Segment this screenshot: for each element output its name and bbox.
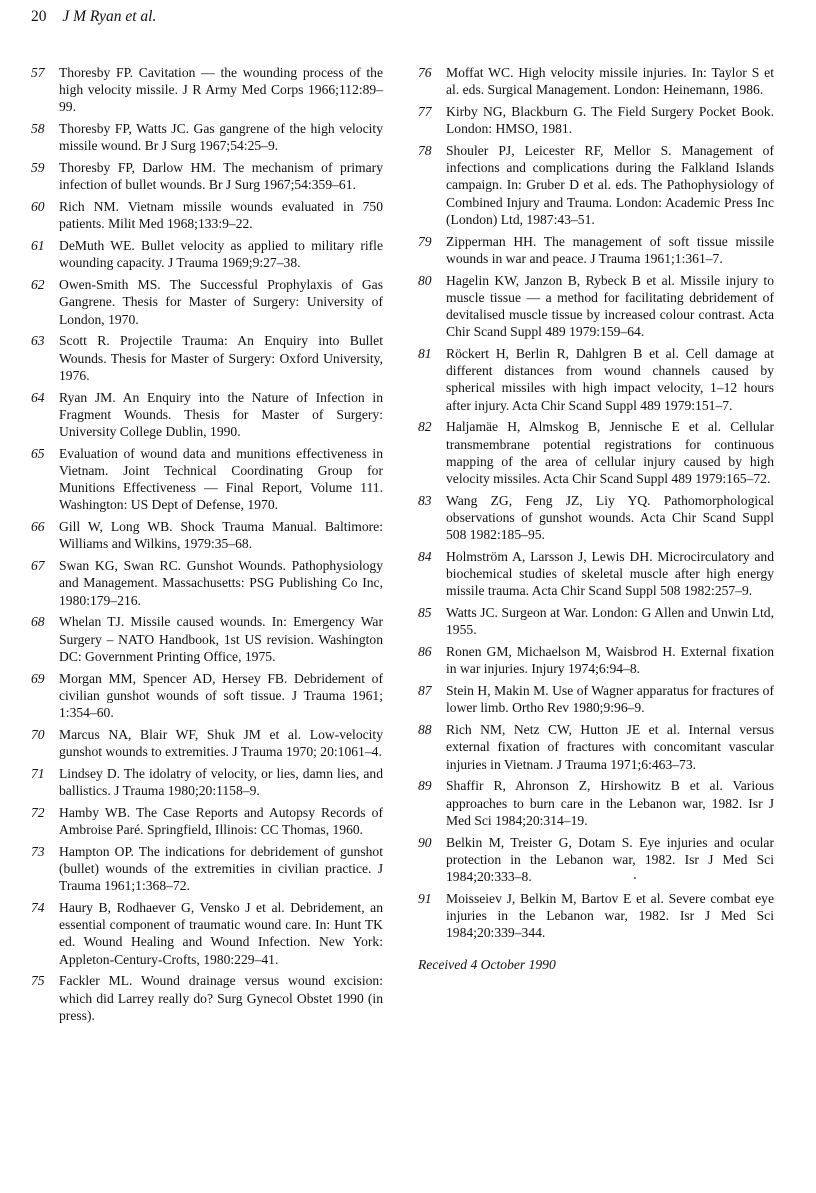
reference-text: Hagelin KW, Janzon B, Rybeck B et al. Missile injury to muscle tissue — a method for facilitating debridement of devitalised muscle tissue by increased colour contrast. Acta Chir Scand Suppl 489 1979:159–64. (446, 272, 774, 340)
reference-number: 68 (31, 614, 45, 630)
reference-number: 87 (418, 683, 432, 699)
reference-text: Hamby WB. The Case Reports and Autopsy Records of Ambroise Paré. Springfield, Illinois: CC Thomas, 1960. (59, 804, 383, 838)
reference-number: 79 (418, 233, 432, 249)
reference-text: Fackler ML. Wound drainage versus wound excision: which did Larrey really do? Surg Gynecol Obstet 1990 (in press). (59, 973, 383, 1023)
reference-text: Belkin M, Treister G, Dotam S. Eye injuries and ocular protection in the Lebanon war, 1982. Isr J Med Sci 1984;20:333–8. (446, 834, 774, 885)
reference-number: 67 (31, 558, 45, 574)
reference-number: 73 (31, 843, 45, 859)
reference-number: 70 (31, 726, 45, 742)
reference-text: Röckert H, Berlin R, Dahlgren B et al. Cell damage at different distances from wound channels caused by spherical missiles with high impact velocity, 1–12 hours after injury. Acta Chir Scand Suppl 489 1979:151–7. (446, 346, 774, 413)
reference-number: 76 (418, 65, 432, 80)
reference-item (31, 120, 383, 154)
reference-item (31, 198, 383, 232)
reference-item (418, 777, 774, 829)
reference-text: Zipperman HH. The management of soft tissue missile wounds in war and peace. J Trauma 1961;1:361–7. (446, 233, 774, 266)
reference-item (418, 103, 774, 137)
reference-item (31, 445, 383, 514)
references-left-column (31, 64, 383, 1029)
reference-item (418, 345, 774, 414)
reference-text: Haljamäe H, Almskog B, Jennische E et al. Cellular transmembrane potential registrations for continuous mapping of the area of cellular injury caused by high velocity missiles. Acta Chir Scand Suppl 489 1979:165–72. (446, 419, 774, 487)
reference-number: 65 (31, 445, 45, 461)
reference-number: 59 (31, 160, 45, 176)
reference-number: 74 (31, 900, 45, 916)
reference-item (418, 834, 774, 886)
reference-number: 72 (31, 804, 45, 820)
page-number: 20 (31, 8, 47, 25)
reference-item (31, 389, 383, 441)
reference-item (31, 276, 383, 328)
reference-number: 78 (418, 143, 432, 158)
reference-number: 90 (418, 834, 432, 850)
reference-text: Whelan TJ. Missile caused wounds. In: Emergency War Surgery – NATO Handbook, 1st US revision. Washington DC: Government Printing Office, 1975. (59, 614, 383, 664)
reference-text: Haury B, Rodhaever G, Vensko J et al. Debridement, an essential component of traumatic wound care. In: Hunt TK ed. Wound Healing and Wound Infection. New York: Appleton-Century-Crofts, 1980:229–41. (59, 900, 383, 967)
reference-text: Shaffir R, Ahronson Z, Hirshowitz B et al. Various approaches to burn care in the Lebanon war, 1982. Isr J Med Sci 1984;20:314–19. (446, 778, 774, 828)
running-head-authors: J M Ryan et al. (62, 8, 157, 25)
reference-number: 75 (31, 973, 45, 989)
reference-item (418, 643, 774, 677)
reference-number: 86 (418, 644, 432, 660)
reference-text: Stein H, Makin M. Use of Wagner apparatus for fractures of lower limb. Ortho Rev 1980;9:96–9. (446, 683, 774, 716)
reference-item (31, 765, 383, 799)
references-right-column (418, 64, 774, 974)
reference-text: Thoresby FP, Watts JC. Gas gangrene of the high velocity missile wound. Br J Surg 1967;54:25–9. (59, 121, 383, 154)
reference-text: Swan KG, Swan RC. Gunshot Wounds. Pathophysiology and Management. Massachusetts: PSG Publishing Co Inc, 1980:179–216. (59, 558, 383, 608)
reference-item (31, 843, 383, 895)
reference-number: 58 (31, 121, 45, 137)
reference-number: 84 (418, 549, 432, 565)
reference-text: Evaluation of wound data and munitions effectiveness in Vietnam. Joint Technical Coordinating Group for Munitions Effectiveness — Final Report, Volume 111. Washington: US Dept of Defense, 1970. (59, 445, 383, 513)
reference-item (418, 64, 774, 98)
reference-number: 63 (31, 333, 45, 349)
reference-item (418, 548, 774, 600)
reference-text: Lindsey D. The idolatry of velocity, or lies, damn lies, and ballistics. J Trauma 1980;20:1158–9. (59, 765, 383, 799)
reference-item (31, 613, 383, 665)
print-speck (634, 877, 636, 879)
reference-number: 83 (418, 492, 432, 508)
reference-item (31, 670, 383, 722)
reference-text: Hampton OP. The indications for debridement of gunshot (bullet) wounds of the extremities in civilian practice. J Trauma 1961;1:368–72. (59, 843, 383, 894)
running-header (31, 8, 156, 26)
reference-item (418, 492, 774, 544)
reference-text: Marcus NA, Blair WF, Shuk JM et al. Low-velocity gunshot wounds to extremities. J Trauma 1970; 20:1061–4. (59, 726, 383, 760)
reference-number: 82 (418, 419, 432, 435)
reference-number: 61 (31, 238, 45, 254)
reference-text: Moisseiev J, Belkin M, Bartov E et al. Severe combat eye injuries in the Lebanon war, 1982. Isr J Med Sci 1984;20:339–344. (446, 890, 774, 941)
reference-number: 77 (418, 104, 432, 119)
reference-number: 57 (31, 65, 45, 80)
reference-number: 85 (418, 605, 432, 621)
reference-text: DeMuth WE. Bullet velocity as applied to military rifle wounding capacity. J Trauma 1969;9:27–38. (59, 238, 383, 271)
reference-item (31, 726, 383, 760)
reference-text: Owen-Smith MS. The Successful Prophylaxis of Gas Gangrene. Thesis for Master of Surgery: University of London, 1970. (59, 277, 383, 327)
reference-item (31, 237, 383, 271)
reference-item (418, 721, 774, 773)
reference-item (31, 159, 383, 193)
reference-text: Holmström A, Larsson J, Lewis DH. Microcirculatory and biochemical studies of skeletal muscle after high energy missile trauma. Acta Chir Scand Suppl 508 1982:257–9. (446, 549, 774, 599)
reference-text: Ronen GM, Michaelson M, Waisbrod H. External fixation in war injuries. Injury 1974;6:94–8. (446, 644, 774, 677)
reference-number: 91 (418, 890, 432, 906)
reference-text: Moffat WC. High velocity missile injuries. In: Taylor S et al. eds. Surgical Management. London: Heinemann, 1986. (446, 65, 774, 98)
reference-item (418, 682, 774, 716)
reference-number: 88 (418, 722, 432, 738)
reference-text: Scott R. Projectile Trauma: An Enquiry into Bullet Wounds. Thesis for Master of Surgery: Oxford University, 1976. (59, 333, 383, 383)
reference-item (31, 64, 383, 116)
reference-text: Kirby NG, Blackburn G. The Field Surgery Pocket Book. London: HMSO, 1981. (446, 104, 774, 137)
reference-number: 69 (31, 670, 45, 686)
reference-item (31, 518, 383, 552)
reference-item (31, 972, 383, 1024)
reference-item (418, 418, 774, 487)
references-right-list (418, 64, 774, 941)
reference-text: Wang ZG, Feng JZ, Liy YQ. Pathomorphological observations of gunshot wounds. Acta Chir Scand Suppl 508 1982:185–95. (446, 492, 774, 543)
reference-item (418, 142, 774, 228)
reference-item (31, 899, 383, 968)
reference-text: Morgan MM, Spencer AD, Hersey FB. Debridement of civilian gunshot wounds of soft tissue. J Trauma 1961; 1:354–60. (59, 670, 383, 721)
reference-item (418, 272, 774, 341)
reference-number: 81 (418, 346, 432, 362)
reference-number: 62 (31, 277, 45, 293)
received-date: Received 4 October 1990 (418, 957, 556, 973)
reference-item (31, 557, 383, 609)
reference-item (418, 890, 774, 942)
reference-text: Thoresby FP, Darlow HM. The mechanism of primary infection of bullet wounds. Br J Surg 1967;54:359–61. (59, 160, 383, 193)
reference-item (31, 804, 383, 838)
reference-text: Gill W, Long WB. Shock Trauma Manual. Baltimore: Williams and Wilkins, 1979:35–68. (59, 519, 383, 552)
reference-number: 66 (31, 519, 45, 535)
reference-number: 71 (31, 765, 45, 781)
reference-text: Rich NM. Vietnam missile wounds evaluated in 750 patients. Milit Med 1968;133:9–22. (59, 199, 383, 232)
reference-text: Watts JC. Surgeon at War. London: G Allen and Unwin Ltd, 1955. (446, 605, 774, 638)
reference-number: 89 (418, 778, 432, 794)
reference-item (31, 332, 383, 384)
reference-text: Shouler PJ, Leicester RF, Mellor S. Management of infections and complications during the Falkland Islands campaign. In: Gruber D et al. eds. The Pathophysiology of Combined Injury and Trauma. London: Academic Press Inc (London) Ltd, 1987:43–51. (446, 143, 774, 227)
reference-text: Thoresby FP. Cavitation — the wounding process of the high velocity missile. J R Army Med Corps 1966;112:89–99. (59, 65, 383, 115)
reference-number: 60 (31, 199, 45, 215)
reference-text: Ryan JM. An Enquiry into the Nature of Infection in Fragment Wounds. Thesis for Master of Surgery: University College Dublin, 1990. (59, 389, 383, 440)
reference-text: Rich NM, Netz CW, Hutton JE et al. Internal versus external fixation of fractures with concomitant vascular injuries in Vietnam. J Trauma 1971;6:463–73. (446, 722, 774, 772)
reference-item (418, 233, 774, 267)
reference-number: 80 (418, 272, 432, 288)
reference-number: 64 (31, 389, 45, 405)
reference-item (418, 604, 774, 638)
